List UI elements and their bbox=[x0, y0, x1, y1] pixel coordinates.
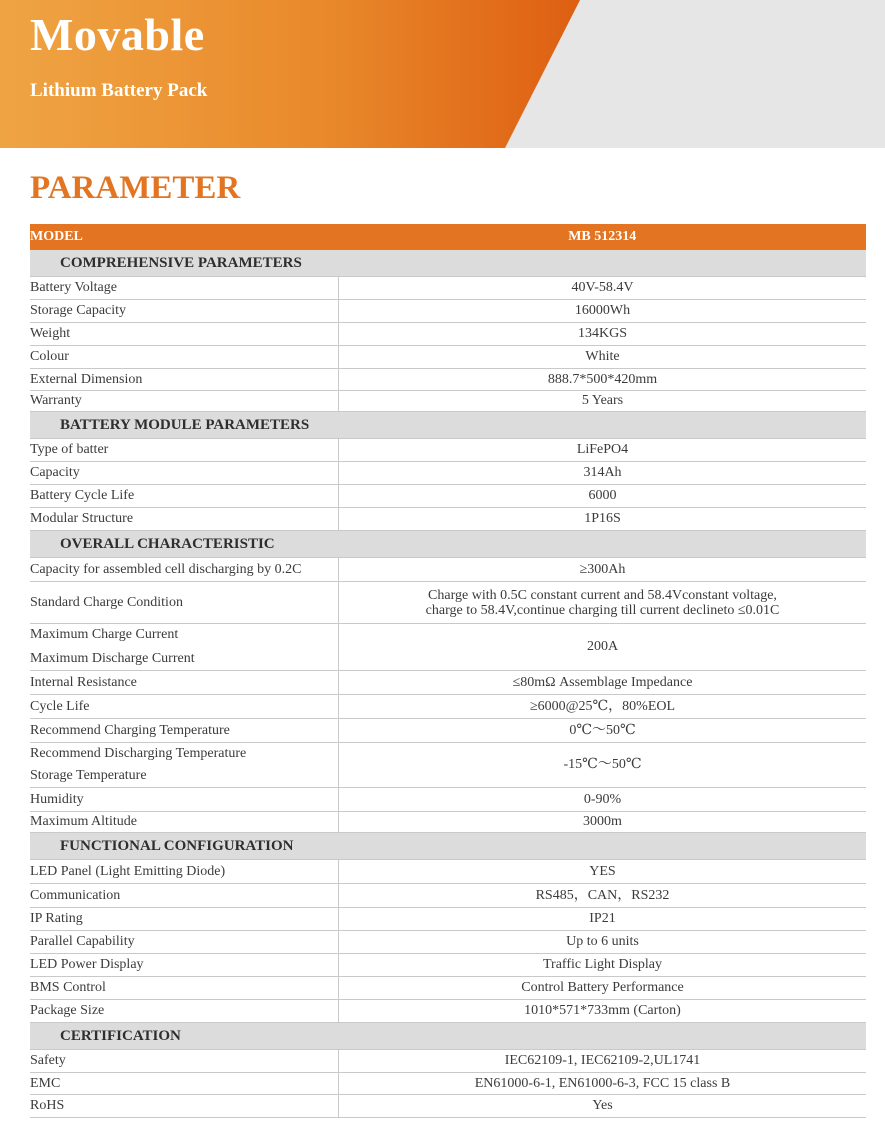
model-value: MB 512314 bbox=[339, 224, 867, 250]
param-value: LiFePO4 bbox=[339, 439, 867, 462]
param-value: Yes bbox=[339, 1095, 867, 1118]
param-label: Storage Capacity bbox=[30, 300, 339, 323]
table-row bbox=[30, 743, 866, 788]
table-row bbox=[30, 788, 866, 812]
section-row bbox=[30, 250, 866, 277]
param-value: 200A bbox=[339, 624, 867, 671]
table-row bbox=[30, 462, 866, 485]
table-row bbox=[30, 508, 866, 531]
param-value: EN61000-6-1, EN61000-6-3, FCC 15 class B bbox=[339, 1073, 867, 1095]
param-value: 1010*571*733mm (Carton) bbox=[339, 1000, 867, 1023]
table-header-row bbox=[30, 224, 866, 250]
param-value: 0-90% bbox=[339, 788, 867, 812]
table-row bbox=[30, 369, 866, 391]
section-title: PARAMETER bbox=[30, 170, 241, 206]
param-label: EMC bbox=[30, 1073, 339, 1095]
param-label-line: Maximum Charge Current bbox=[30, 627, 179, 642]
table-row bbox=[30, 558, 866, 582]
param-value: 314Ah bbox=[339, 462, 867, 485]
table-row bbox=[30, 884, 866, 908]
param-label bbox=[30, 743, 339, 788]
table-row bbox=[30, 439, 866, 462]
param-label: Cycle Life bbox=[30, 695, 339, 719]
table-row bbox=[30, 977, 866, 1000]
section-name: OVERALL CHARACTERISTIC bbox=[30, 531, 866, 558]
table-row bbox=[30, 954, 866, 977]
table-row bbox=[30, 812, 866, 833]
table-row bbox=[30, 323, 866, 346]
table-row bbox=[30, 1000, 866, 1023]
param-label: Maximum Altitude bbox=[30, 812, 339, 833]
param-value: IP21 bbox=[339, 908, 867, 931]
param-value: Control Battery Performance bbox=[339, 977, 867, 1000]
param-label: Weight bbox=[30, 323, 339, 346]
param-value: 134KGS bbox=[339, 323, 867, 346]
table-row bbox=[30, 300, 866, 323]
section-name: CERTIFICATION bbox=[30, 1023, 866, 1050]
param-value: ≥300Ah bbox=[339, 558, 867, 582]
param-value: ≤80mΩ Assemblage Impedance bbox=[339, 671, 867, 695]
param-label-line: Recommend Discharging Temperature bbox=[30, 746, 247, 761]
param-value: Up to 6 units bbox=[339, 931, 867, 954]
param-value: -15℃～50℃ bbox=[339, 743, 867, 788]
param-value: 0℃～50℃ bbox=[339, 719, 867, 743]
section-row bbox=[30, 531, 866, 558]
param-label: BMS Control bbox=[30, 977, 339, 1000]
param-label: LED Panel (Light Emitting Diode) bbox=[30, 860, 339, 884]
table-row bbox=[30, 1050, 866, 1073]
section-row bbox=[30, 1023, 866, 1050]
param-value: 5 Years bbox=[339, 391, 867, 412]
param-label: LED Power Display bbox=[30, 954, 339, 977]
param-label bbox=[30, 624, 339, 671]
param-label: Standard Charge Condition bbox=[30, 582, 339, 624]
param-value: 3000m bbox=[339, 812, 867, 833]
param-value: ≥6000@25℃，80%EOL bbox=[339, 695, 867, 719]
param-label: Internal Resistance bbox=[30, 671, 339, 695]
section-row bbox=[30, 833, 866, 860]
param-value: YES bbox=[339, 860, 867, 884]
param-value: 16000Wh bbox=[339, 300, 867, 323]
param-label: Safety bbox=[30, 1050, 339, 1073]
table-row bbox=[30, 1073, 866, 1095]
parameter-table bbox=[30, 224, 866, 1118]
param-value: Traffic Light Display bbox=[339, 954, 867, 977]
table-row bbox=[30, 346, 866, 369]
param-value: White bbox=[339, 346, 867, 369]
param-label: Parallel Capability bbox=[30, 931, 339, 954]
param-value bbox=[339, 582, 867, 624]
page-subtitle: Lithium Battery Pack bbox=[30, 80, 208, 101]
table-row bbox=[30, 391, 866, 412]
section-name: BATTERY MODULE PARAMETERS bbox=[30, 412, 866, 439]
table-row bbox=[30, 624, 866, 671]
param-value: 888.7*500*420mm bbox=[339, 369, 867, 391]
param-label: Battery Voltage bbox=[30, 277, 339, 300]
param-value-line: Charge with 0.5C constant current and 58.4Vconstant voltage, bbox=[428, 587, 777, 603]
table-row bbox=[30, 582, 866, 624]
param-value: IEC62109-1, IEC62109-2,UL1741 bbox=[339, 1050, 867, 1073]
param-label: External Dimension bbox=[30, 369, 339, 391]
param-label: Capacity for assembled cell discharging by 0.2C bbox=[30, 558, 339, 582]
param-label: RoHS bbox=[30, 1095, 339, 1118]
section-name: COMPREHENSIVE PARAMETERS bbox=[30, 250, 866, 277]
section-row bbox=[30, 412, 866, 439]
param-label-line: Maximum Discharge Current bbox=[30, 651, 195, 666]
section-name: FUNCTIONAL CONFIGURATION bbox=[30, 833, 866, 860]
table-row bbox=[30, 485, 866, 508]
table-row bbox=[30, 695, 866, 719]
table-row bbox=[30, 860, 866, 884]
table-row bbox=[30, 719, 866, 743]
param-label: Battery Cycle Life bbox=[30, 485, 339, 508]
param-label: Communication bbox=[30, 884, 339, 908]
param-label: Warranty bbox=[30, 391, 339, 412]
table-row bbox=[30, 671, 866, 695]
param-label: Colour bbox=[30, 346, 339, 369]
param-label: Capacity bbox=[30, 462, 339, 485]
table-row bbox=[30, 277, 866, 300]
param-label: Recommend Charging Temperature bbox=[30, 719, 339, 743]
param-label: Package Size bbox=[30, 1000, 339, 1023]
param-value: 6000 bbox=[339, 485, 867, 508]
table-row bbox=[30, 1095, 866, 1118]
param-value: 1P16S bbox=[339, 508, 867, 531]
table-row bbox=[30, 931, 866, 954]
param-label-line: Storage Temperature bbox=[30, 768, 147, 783]
model-label: MODEL bbox=[30, 224, 339, 250]
param-value: RS485，CAN，RS232 bbox=[339, 884, 867, 908]
table-row bbox=[30, 908, 866, 931]
param-label: Type of batter bbox=[30, 439, 339, 462]
param-label: Humidity bbox=[30, 788, 339, 812]
param-value-line: charge to 58.4V,continue charging till current declineto ≤0.01C bbox=[425, 602, 780, 618]
param-value: 40V-58.4V bbox=[339, 277, 867, 300]
param-label: Modular Structure bbox=[30, 508, 339, 531]
header-banner bbox=[0, 0, 885, 148]
param-label: IP Rating bbox=[30, 908, 339, 931]
page-title: Movable bbox=[30, 9, 205, 60]
